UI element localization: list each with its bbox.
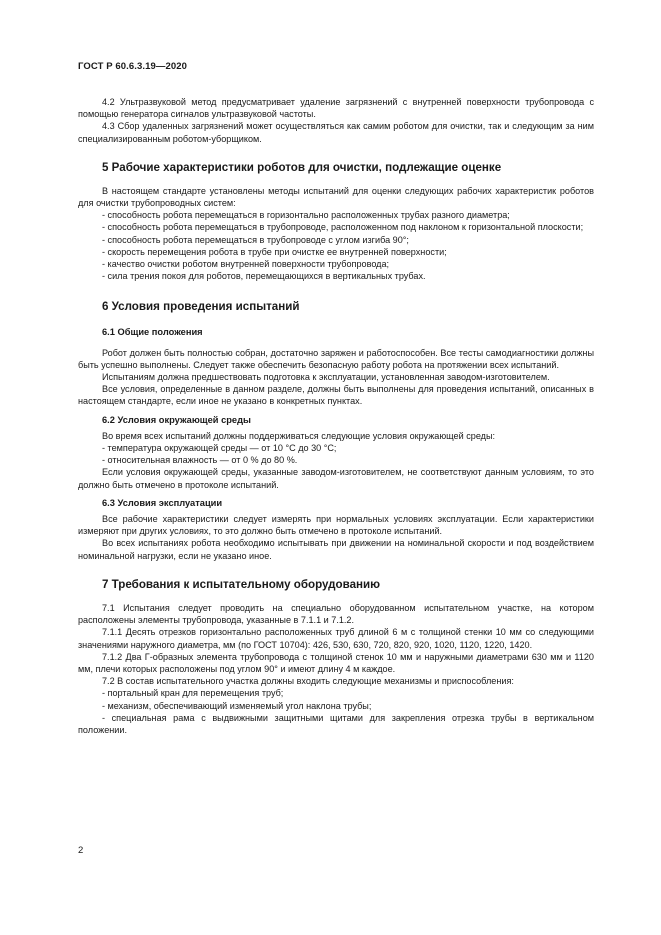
clause-7-1: 7.1 Испытания следует проводить на специально оборудованном испытательном участке, на котором расположены элементы трубопровода, указанные в 7.1.1 и 7.1.2. — [78, 602, 594, 626]
section-6-title: 6 Условия проведения испытаний — [102, 300, 300, 314]
clause-4-3: 4.3 Сбор удаленных загрязнений может осуществляться как самим роботом для очистки, так и следующим за ним специализированным роботом-уборщиком. — [78, 121, 594, 144]
list-item: - сила трения покоя для роботов, перемещающихся в вертикальных трубах. — [102, 271, 426, 282]
subsection-6-2-title: 6.2 Условия окружающей среды — [102, 414, 251, 425]
section-5-intro: В настоящем стандарте установлены методы испытаний для оценки следующих рабочих характеристик роботов для очистки трубопроводных систем: — [78, 185, 594, 209]
paragraph: Все условия, определенные в данном разделе, должны быть выполнены для проведения испытаний, описанных в настоящем стандарте, если иное не указано в конкретных пунктах. — [78, 384, 594, 407]
subsection-6-1-title: 6.1 Общие положения — [102, 327, 203, 338]
subsection-6-3-title: 6.3 Условия эксплуатации — [102, 497, 223, 508]
list-item: - специальная рама с выдвижными защитными щитами для закрепления отрезка трубы в вертикальном положении. — [78, 712, 594, 735]
list-item: - скорость перемещения робота в трубе при очистке ее внутренней поверхности; — [102, 246, 447, 257]
paragraph: Робот должен быть полностью собран, достаточно заряжен и работоспособен. Все тесты самодиагностики должны быть успешно выполнены. Следует также обеспечить безопасную работу робота на протяжении всех испытаний. — [78, 347, 594, 370]
clause-7-2: 7.2 В состав испытательного участка должны входить следующие механизмы и приспособления: — [102, 676, 514, 687]
paragraph: Если условия окружающей среды, указанные заводом-изготовителем, не соответствуют данным условиям, то это должно быть отмечено в протоколе испытаний. — [78, 467, 594, 490]
list-item: - качество очистки роботом внутренней поверхности трубопровода; — [102, 259, 390, 270]
list-item: - температура окружающей среды — от 10 °С до 30 °С; — [102, 443, 337, 454]
clause-7-1-2: 7.1.2 Два Г-образных элемента трубопровода с толщиной стенок 10 мм и наружными диаметрами 630 мм и 1120 мм, плечи которых расположены под углом 90° и имеют длину 4 м каждое. — [78, 651, 594, 674]
list-item: - механизм, обеспечивающий изменяемый угол наклона трубы; — [102, 700, 372, 711]
clause-4-2: 4.2 Ультразвуковой метод предусматривает удаление загрязнений с внутренней поверхности трубопровода с помощью генератора сигналов ультразвуковой частоты. — [78, 97, 594, 120]
section-5-title: 5 Рабочие характеристики роботов для очистки, подлежащие оценке — [102, 160, 502, 174]
paragraph: Испытаниям должна предшествовать подготовка к эксплуатации, установленная заводом-изготовителем. — [102, 372, 550, 383]
list-item: - способность робота перемещаться в трубопроводе, расположенном под наклоном к горизонтальной плоскости; — [102, 222, 584, 233]
list-item: - способность робота перемещаться в горизонтально расположенных трубах разного диаметра; — [102, 210, 510, 221]
list-item: - портальный кран для перемещения труб; — [102, 688, 284, 699]
paragraph: Все рабочие характеристики следует измерять при нормальных условиях эксплуатации. Если характеристики измеряют при других условиях, то это должно быть отмечено в протоколе испытаний. — [78, 514, 594, 537]
list-item: - относительная влажность — от 0 % до 80 %. — [102, 455, 298, 466]
list-item: - способность робота перемещаться в трубопроводе с углом изгиба 90°; — [102, 234, 409, 245]
standard-header: ГОСТ Р 60.6.3.19—2020 — [78, 61, 188, 72]
paragraph: Во всех испытаниях робота необходимо испытывать при движении на номинальной скорости и под воздействием номинальной нагрузки, если не указано иное. — [78, 538, 594, 561]
paragraph: Во время всех испытаний должны поддерживаться следующие условия окружающей среды: — [102, 430, 496, 441]
clause-7-1-1: 7.1.1 Десять отрезков горизонтально расположенных труб длиной 6 м с толщиной стенки 10 мм со следующими значениями наружного диаметра, мм (по ГОСТ 10704): 426, 530, 630, 720, 820, 920, 1020, 1120, 1220, 1420. — [78, 627, 594, 650]
document-body — [78, 96, 594, 736]
section-7-title: 7 Требования к испытательному оборудованию — [102, 577, 381, 591]
page-number: 2 — [78, 845, 84, 856]
